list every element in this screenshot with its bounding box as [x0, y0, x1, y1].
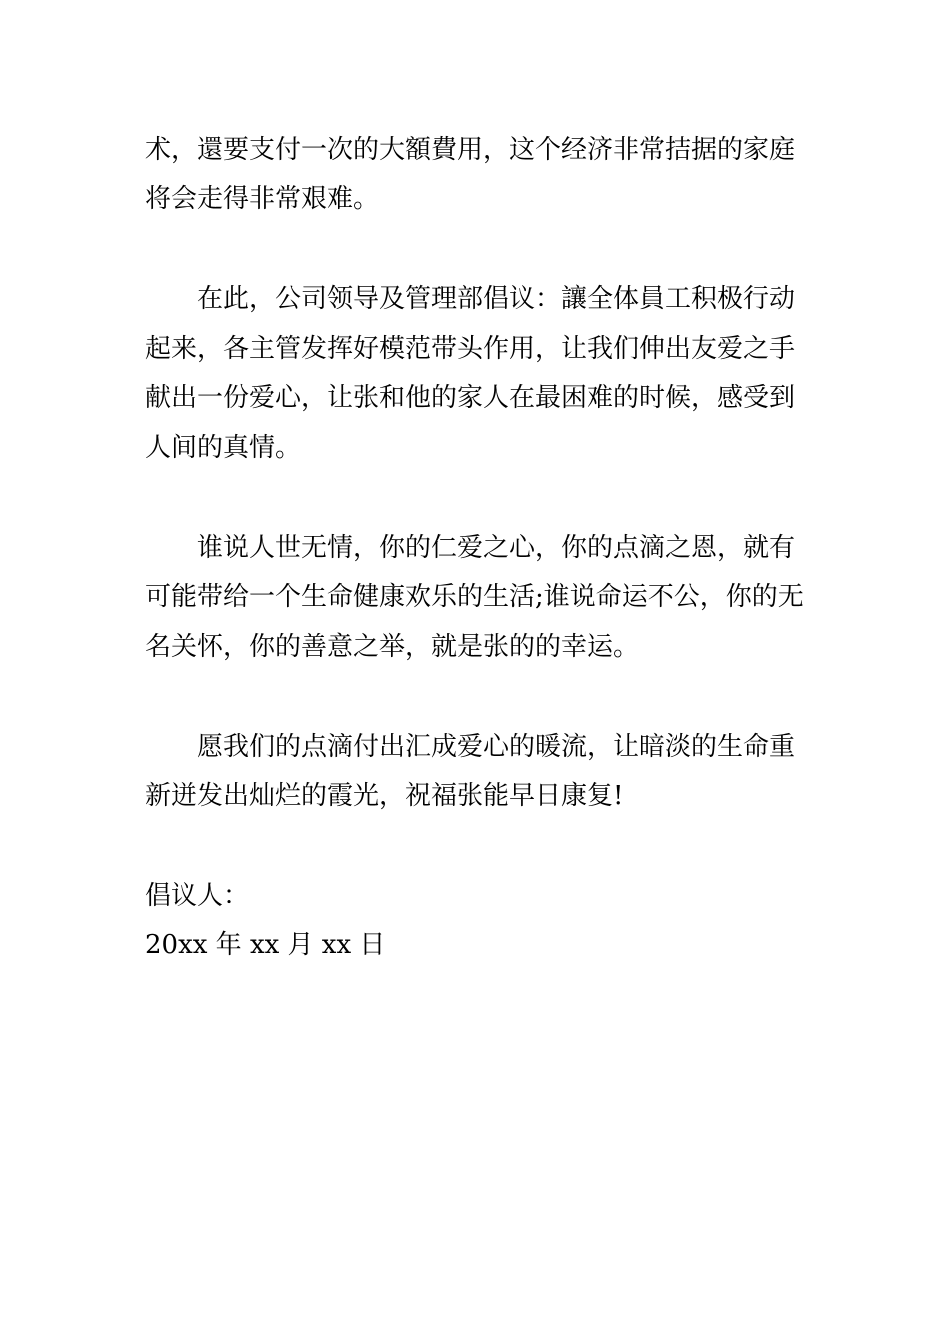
paragraph-2-line-1: 在此，公司领导及管理部倡议：讓全体員工积极行动	[197, 284, 796, 314]
paragraph-2-line-2: 起来，各主管发挥好模范带头作用，让我们伸出友爱之手	[145, 334, 796, 364]
paragraph-3-line-1: 谁说人世无情，你的仁爱之心，你的点滴之恩，就有	[197, 533, 796, 563]
signature-date: 20xx 年 xx 月 xx 日	[145, 930, 386, 960]
paragraph-4-line-2: 新迸发出灿烂的霞光，祝福张能早日康复!	[145, 781, 624, 811]
paragraph-2-line-4: 人间的真情。	[145, 433, 302, 463]
paragraph-1-line-2: 将会走得非常艰难。	[145, 184, 380, 214]
paragraph-1-line-1: 术，還要支付一次的大額費用，这个经济非常拮据的家庭	[145, 135, 796, 165]
paragraph-2-line-3: 献出一份爱心，让张和他的家人在最困难的时候，感受到	[145, 383, 796, 413]
paragraph-4-line-1: 愿我们的点滴付出汇成爱心的暖流，让暗淡的生命重	[197, 732, 796, 762]
paragraph-3-line-2: 可能带给一个生命健康欢乐的生活;谁说命运不公，你的无	[145, 582, 804, 612]
signature-label: 倡议人：	[145, 881, 250, 911]
paragraph-3-line-3: 名关怀，你的善意之举，就是张的的幸运。	[145, 632, 640, 662]
